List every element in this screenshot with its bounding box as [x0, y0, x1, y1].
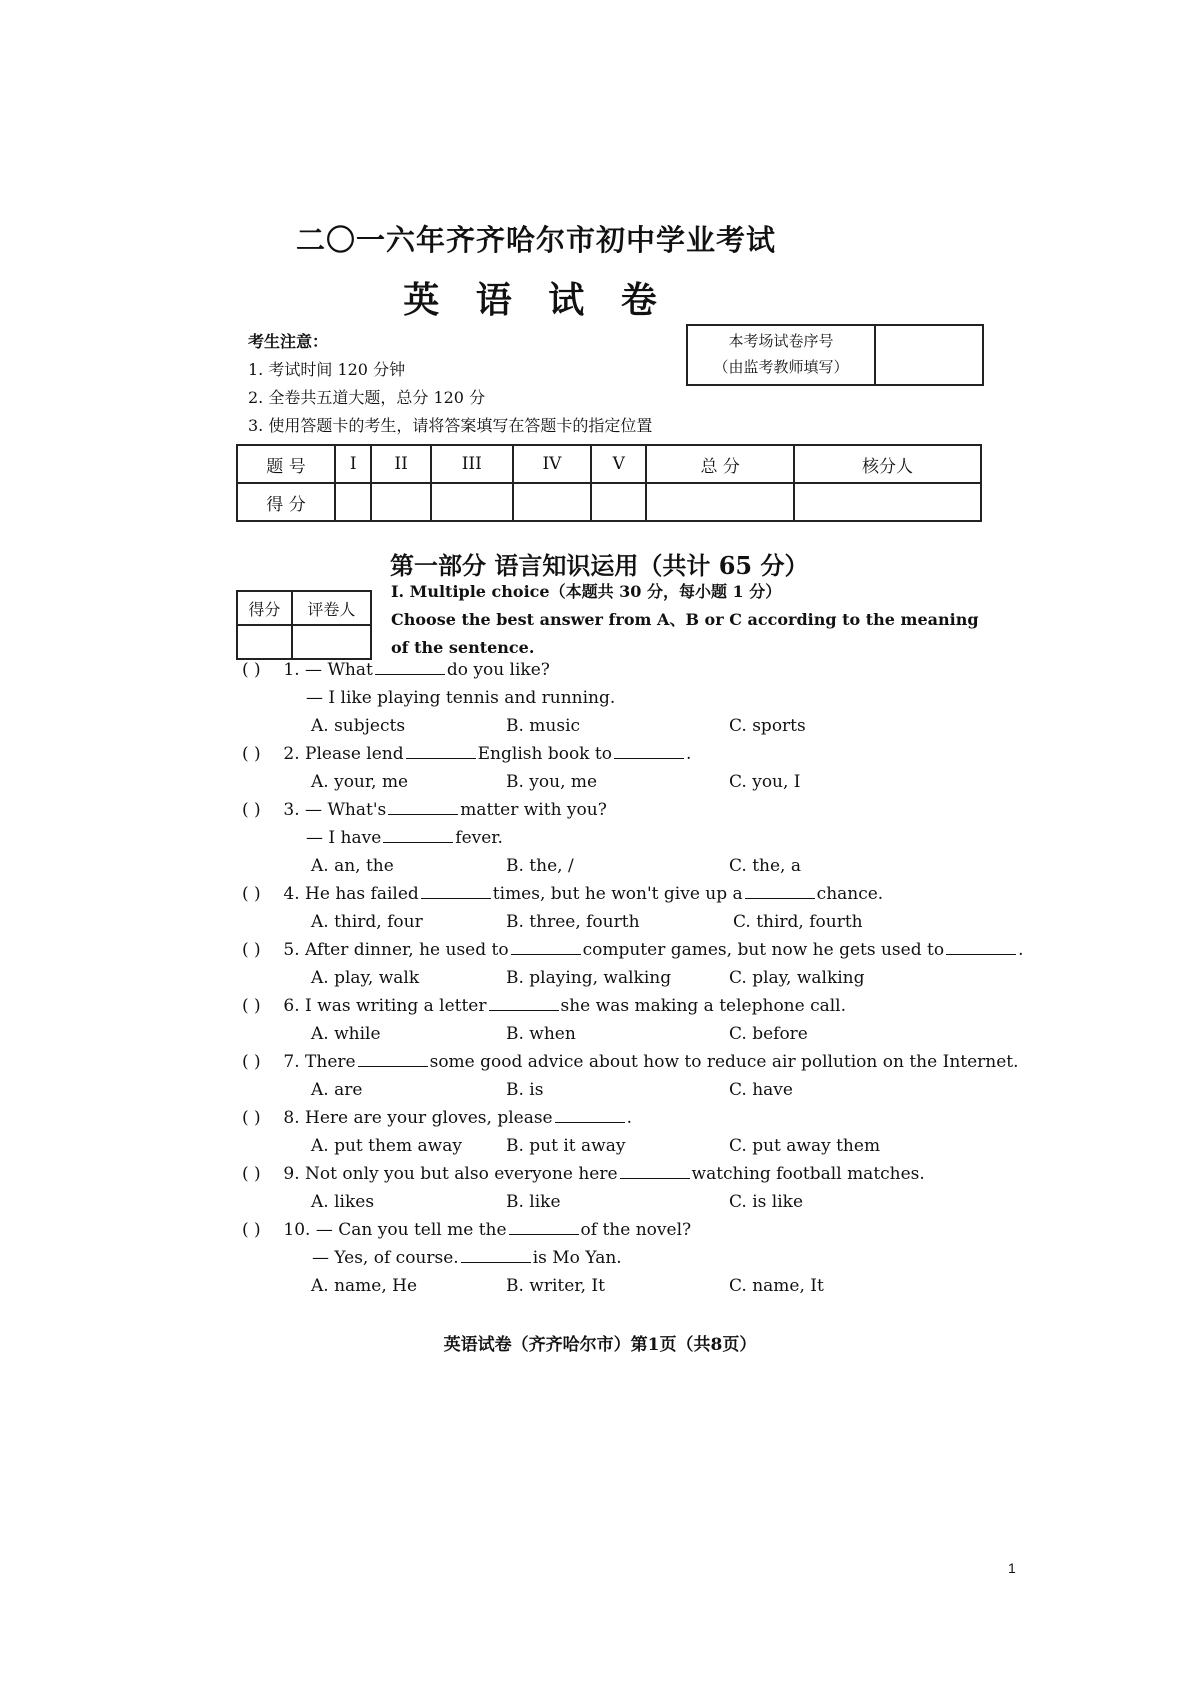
question-line: [312, 1248, 622, 1268]
page-footer: 英语试卷（齐齐哈尔市）第1页（共8页）: [443, 1335, 757, 1355]
candidate-notice: [248, 328, 652, 440]
question-text: Not only you but also everyone here: [305, 1164, 618, 1184]
option-c[interactable]: C. you, I: [729, 772, 801, 792]
option-a[interactable]: A. your, me: [311, 772, 409, 792]
question-9: [242, 1164, 925, 1184]
question-8: [242, 1108, 632, 1128]
option-a[interactable]: A. an, the: [311, 856, 394, 876]
question-text: — Yes, of course.: [312, 1248, 459, 1268]
notice-item: 2. 全卷共五道大题，总分 120 分: [248, 388, 486, 407]
notice-item: 1. 考试时间 120 分钟: [248, 360, 406, 379]
question-text: .: [626, 1108, 633, 1128]
score-table: [236, 444, 982, 522]
question-text: Please lend: [305, 744, 404, 764]
question-text: After dinner, he used to: [305, 940, 509, 960]
option-c[interactable]: C. name, It: [729, 1276, 824, 1296]
page-number: 1: [1008, 1560, 1016, 1576]
question-3: [242, 800, 607, 820]
question-text: There: [305, 1052, 356, 1072]
grader-header-cell: 评卷人: [292, 591, 371, 625]
option-c[interactable]: C. the, a: [729, 856, 801, 876]
question-7: [242, 1052, 1019, 1072]
answer-blank: [388, 800, 458, 815]
answer-blank: [509, 1220, 579, 1235]
question-number: 5.: [283, 940, 300, 960]
question-10: [242, 1220, 691, 1240]
option-a[interactable]: A. are: [311, 1080, 363, 1100]
question-number: 9.: [283, 1164, 300, 1184]
score-cell[interactable]: [335, 483, 371, 521]
option-a[interactable]: A. subjects: [311, 716, 406, 736]
question-text: of the novel?: [580, 1220, 692, 1240]
answer-bracket[interactable]: ( ): [242, 744, 261, 764]
score-cell[interactable]: [513, 483, 591, 521]
question-text: is Mo Yan.: [532, 1248, 622, 1268]
option-b[interactable]: B. the, /: [506, 856, 574, 876]
question-number: 1.: [283, 660, 300, 680]
answer-bracket[interactable]: ( ): [242, 660, 261, 680]
option-b[interactable]: B. like: [506, 1192, 561, 1212]
option-a[interactable]: A. play, walk: [311, 968, 420, 988]
option-b[interactable]: B. when: [506, 1024, 576, 1044]
score-header-cell: 题 号: [237, 445, 335, 483]
option-c[interactable]: C. sports: [729, 716, 806, 736]
score-header-cell: I: [335, 445, 371, 483]
answer-blank: [461, 1248, 531, 1263]
option-c[interactable]: C. before: [729, 1024, 808, 1044]
option-a[interactable]: A. put them away: [311, 1136, 462, 1156]
score-header-cell: IV: [513, 445, 591, 483]
option-b[interactable]: B. three, fourth: [506, 912, 640, 932]
question-number: 2.: [283, 744, 300, 764]
answer-bracket[interactable]: ( ): [242, 1108, 261, 1128]
serial-number-box: [686, 324, 984, 386]
answer-blank: [946, 940, 1016, 955]
section-title: I. Multiple choice（本题共 30 分，每小题 1 分）: [391, 582, 782, 601]
answer-bracket[interactable]: ( ): [242, 1220, 261, 1240]
answer-blank: [375, 660, 445, 675]
notice-item: 3. 使用答题卡的考生，请将答案填写在答题卡的指定位置: [248, 416, 653, 435]
question-line: [306, 828, 503, 848]
question-text: — What: [305, 660, 373, 680]
grader-cell[interactable]: [237, 625, 292, 659]
answer-blank: [745, 884, 815, 899]
grader-table: [236, 590, 372, 660]
grader-cell[interactable]: [292, 625, 371, 659]
answer-blank: [383, 828, 453, 843]
option-c[interactable]: C. play, walking: [729, 968, 865, 988]
score-table-header: [237, 445, 981, 483]
exam-subtitle: 英 语 试 卷: [403, 279, 669, 321]
serial-label-line1: 本考场试卷序号: [728, 332, 834, 350]
option-b[interactable]: B. music: [506, 716, 581, 736]
section-heading: [391, 578, 991, 662]
question-text: she was making a telephone call.: [560, 996, 847, 1016]
score-header-cell: V: [591, 445, 646, 483]
answer-bracket[interactable]: ( ): [242, 1052, 261, 1072]
option-a[interactable]: A. name, He: [311, 1276, 418, 1296]
question-text: .: [1018, 940, 1024, 960]
question-2: [242, 744, 691, 764]
answer-blank: [511, 940, 581, 955]
question-number: 6.: [283, 996, 300, 1016]
option-b[interactable]: B. is: [506, 1080, 544, 1100]
question-1: [242, 660, 550, 680]
question-number: 10.: [283, 1220, 311, 1240]
option-a[interactable]: A. third, four: [311, 912, 423, 932]
question-text: I was writing a letter: [305, 996, 487, 1016]
question-text: matter with you?: [460, 800, 607, 820]
question-number: 8.: [283, 1108, 300, 1128]
serial-number-label: [688, 326, 876, 384]
score-header-cell: II: [371, 445, 430, 483]
answer-blank: [421, 884, 491, 899]
question-text: — I have: [306, 828, 382, 848]
option-c[interactable]: C. have: [729, 1080, 793, 1100]
section-instruction: Choose the best answer from A、B or C according to the meaning of the sentence.: [391, 610, 979, 657]
score-cell[interactable]: [371, 483, 430, 521]
answer-blank: [406, 744, 476, 759]
question-text: some good advice about how to reduce air pollution on the Internet.: [429, 1052, 1019, 1072]
score-cell[interactable]: [431, 483, 513, 521]
answer-blank: [620, 1164, 690, 1179]
score-header-cell: 总 分: [646, 445, 794, 483]
option-b[interactable]: B. you, me: [506, 772, 598, 792]
option-c[interactable]: C. is like: [729, 1192, 804, 1212]
option-b[interactable]: B. writer, It: [506, 1276, 605, 1296]
answer-bracket[interactable]: ( ): [242, 1164, 261, 1184]
question-text: computer games, but now he gets used to: [582, 940, 945, 960]
score-cell[interactable]: [646, 483, 794, 521]
question-text: He has failed: [305, 884, 419, 904]
question-line: — I like playing tennis and running.: [306, 688, 616, 708]
option-a[interactable]: A. while: [311, 1024, 381, 1044]
answer-blank: [489, 996, 559, 1011]
serial-number-field[interactable]: [876, 326, 982, 384]
option-c[interactable]: C. third, fourth: [733, 912, 863, 932]
score-header-cell: III: [431, 445, 513, 483]
part-title: 第一部分 语言知识运用（共计 65 分）: [390, 551, 809, 580]
question-text: — What's: [305, 800, 387, 820]
exam-title: 二〇一六年齐齐哈尔市初中学业考试: [295, 223, 776, 257]
option-b[interactable]: B. playing, walking: [506, 968, 672, 988]
score-row-label: 得 分: [237, 483, 335, 521]
question-number: 7.: [283, 1052, 300, 1072]
answer-bracket[interactable]: ( ): [242, 884, 261, 904]
question-text: times, but he won't give up a: [492, 884, 743, 904]
question-number: 3.: [283, 800, 300, 820]
question-text: Here are your gloves, please: [305, 1108, 553, 1128]
option-b[interactable]: B. put it away: [506, 1136, 626, 1156]
answer-blank: [555, 1108, 625, 1123]
question-text: English book to: [477, 744, 612, 764]
answer-blank: [358, 1052, 428, 1067]
question-text: chance.: [816, 884, 884, 904]
answer-bracket[interactable]: ( ): [242, 996, 261, 1016]
score-table-row: [237, 483, 981, 521]
option-c[interactable]: C. put away them: [729, 1136, 881, 1156]
question-text: .: [685, 744, 692, 764]
question-text: do you like?: [446, 660, 550, 680]
question-text: fever.: [455, 828, 503, 848]
answer-bracket[interactable]: ( ): [242, 800, 261, 820]
notice-heading: 考生注意：: [248, 332, 329, 351]
answer-blank: [614, 744, 684, 759]
score-header-cell: 核分人: [794, 445, 981, 483]
score-cell[interactable]: [794, 483, 981, 521]
question-number: 4.: [283, 884, 300, 904]
question-6: [242, 996, 846, 1016]
score-cell[interactable]: [591, 483, 646, 521]
question-text: watching football matches.: [691, 1164, 925, 1184]
grader-header-cell: 得分: [237, 591, 292, 625]
question-text: — Can you tell me the: [315, 1220, 507, 1240]
question-4: [242, 884, 883, 904]
question-5: [242, 940, 1023, 960]
answer-bracket[interactable]: ( ): [242, 940, 261, 960]
option-a[interactable]: A. likes: [311, 1192, 375, 1212]
serial-label-line2: （由监考教师填写）: [713, 358, 849, 376]
